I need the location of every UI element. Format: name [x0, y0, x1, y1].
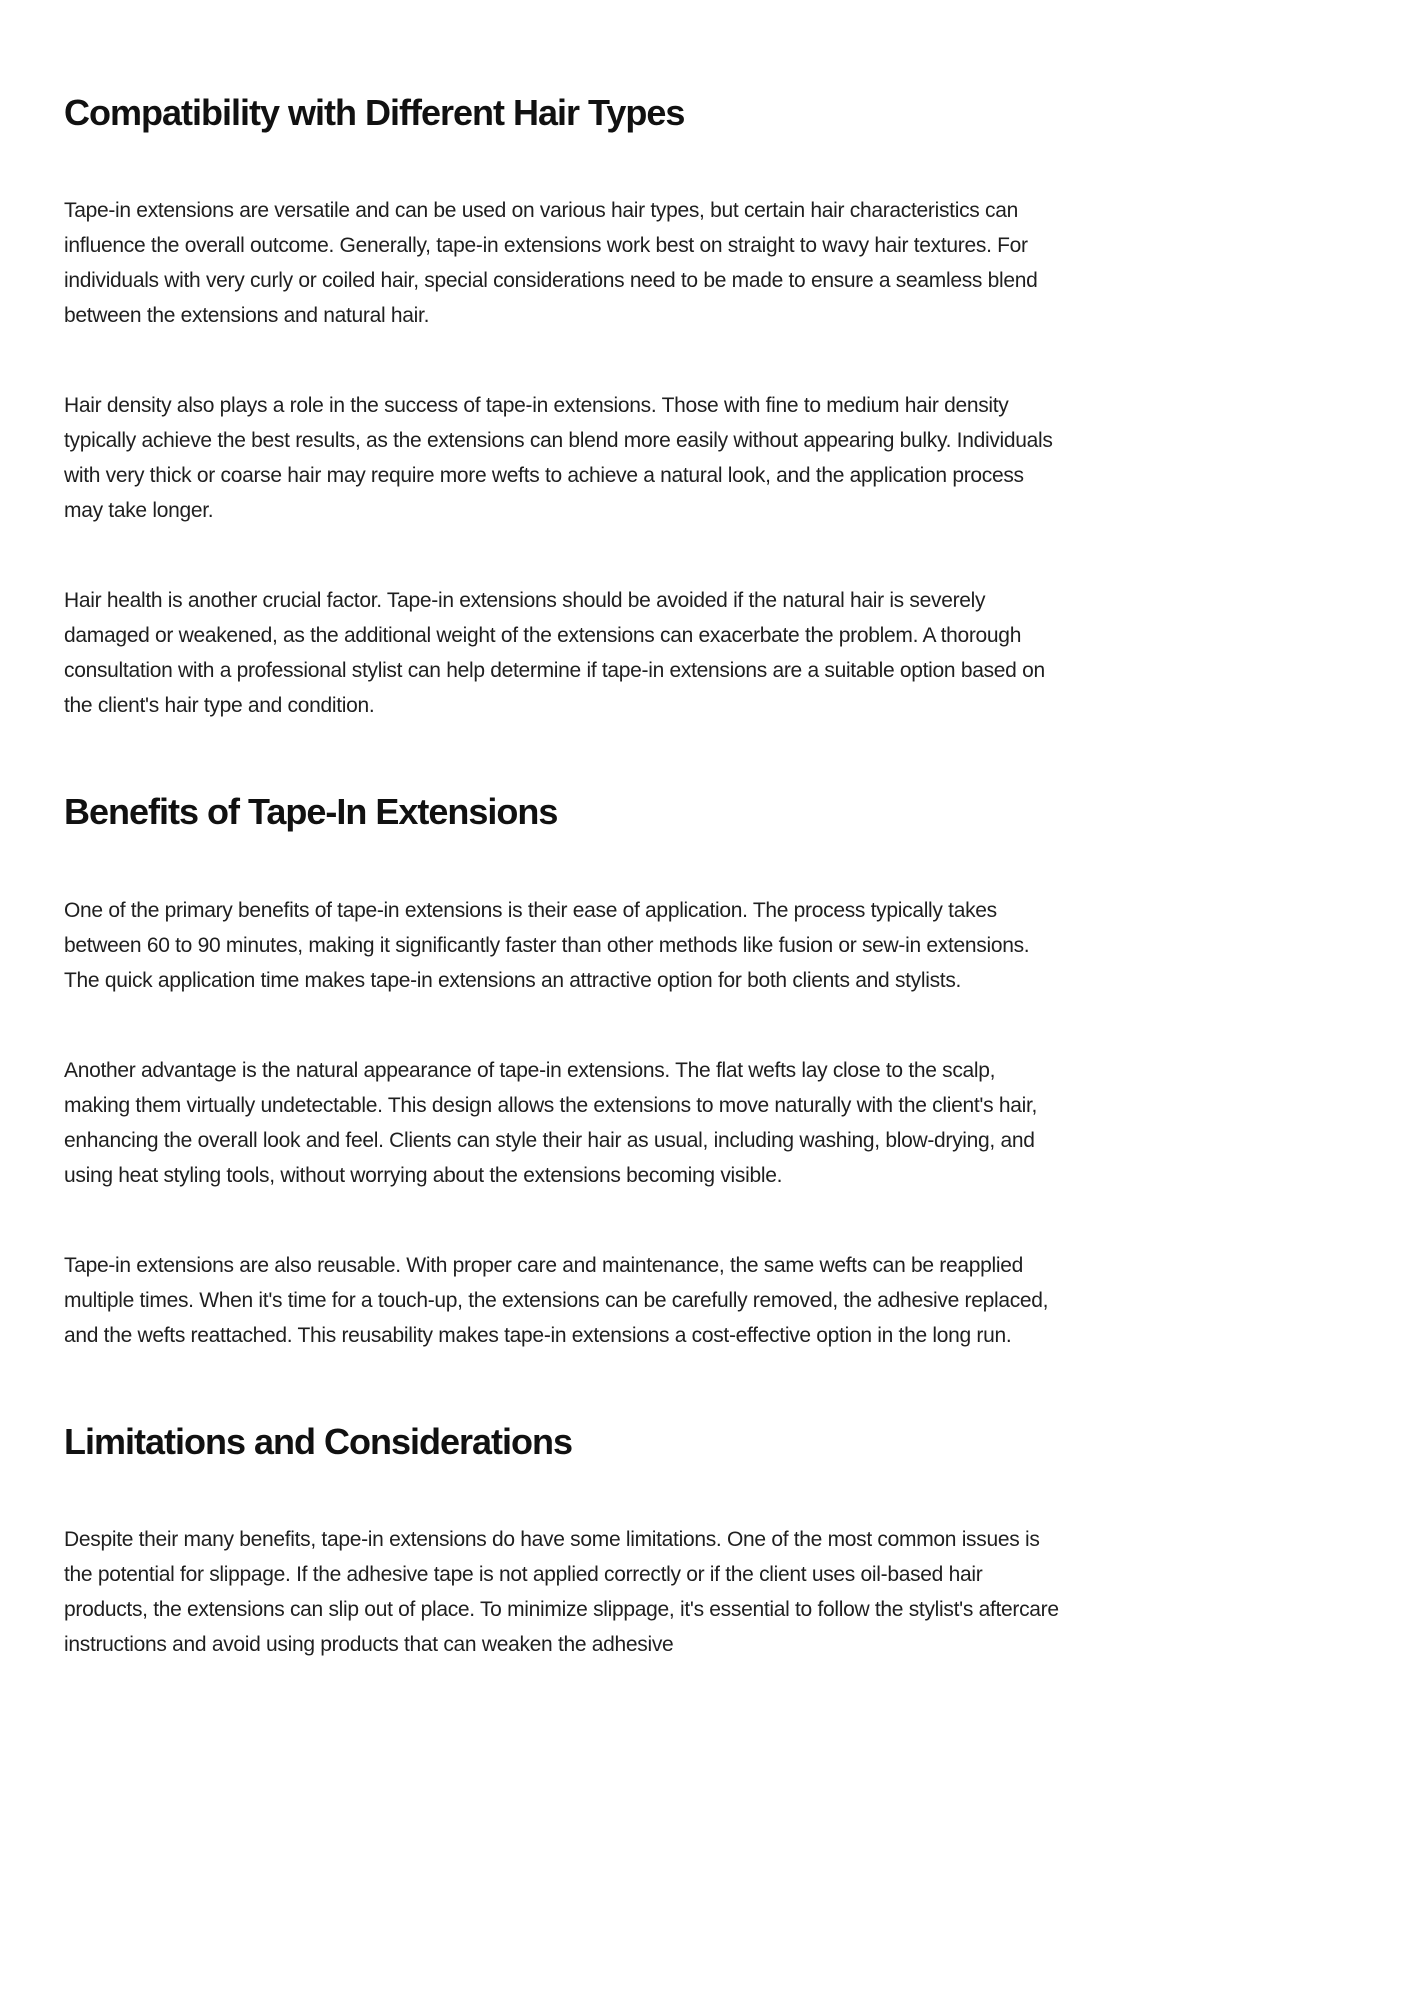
paragraph: Hair density also plays a role in the success of tape-in extensions. Those with fine to medium hair density typically achieve the best results, as the extensions can blend more easily without appearing bulky. Individuals with very thick or coarse hair may require more wefts to achieve a natural look, and the application process may take longer.: [64, 394, 1053, 523]
section-heading-limitations: Limitations and Considerations: [64, 1420, 573, 1462]
section-heading-compatibility: Compatibility with Different Hair Types: [64, 92, 685, 133]
section-benefits: [64, 791, 1350, 1352]
section-heading-benefits: Benefits of Tape-In Extensions: [64, 791, 558, 833]
paragraph: Tape-in extensions are also reusable. With proper care and maintenance, the same wefts can be reapplied multiple times. When it's time for a touch-up, the extensions can be carefully removed, the adhesive replaced, and the wefts reattached. This reusability makes tape-in extensions a cost-effective option in the long run.: [64, 1253, 1049, 1347]
paragraph: Hair health is another crucial factor. Tape-in extensions should be avoided if the natural hair is severely damaged or weakened, as the additional weight of the extensions can exacerbate the problem. A thorough consultation with a professional stylist can help determine if tape-in extensions are a suitable option based on the client's hair type and condition.: [64, 589, 1045, 718]
section-limitations: [64, 1421, 1350, 1662]
paragraph: Tape-in extensions are versatile and can be used on various hair types, but certain hair characteristics can influence the overall outcome. Generally, tape-in extensions work best on straight to wavy hair textures. For individuals with very curly or coiled hair, special considerations need to be made to ensure a seamless blend between the extensions and natural hair.: [64, 199, 1038, 328]
paragraph: Another advantage is the natural appearance of tape-in extensions. The flat wefts lay close to the scalp, making them virtually undetectable. This design allows the extensions to move naturally with the client's hair, enhancing the overall look and feel. Clients can style their hair as usual, including washing, blow-drying, and using heat styling tools, without worrying about the extensions becoming visible.: [64, 1058, 1038, 1187]
paragraph: Despite their many benefits, tape-in extensions do have some limitations. One of the most common issues is the potential for slippage. If the adhesive tape is not applied correctly or if the client uses oil-based hair products, the extensions can slip out of place. To minimize slippage, it's essential to follow the stylist's aftercare instructions and avoid using products that can weaken the adhesive: [64, 1528, 1059, 1657]
paragraph: One of the primary benefits of tape-in extensions is their ease of application. The process typically takes between 60 to 90 minutes, making it significantly faster than other methods like fusion or sew-in extensions. The quick application time makes tape-in extensions an attractive option for both clients and stylists.: [64, 898, 1030, 992]
section-compatibility: [64, 92, 1350, 723]
